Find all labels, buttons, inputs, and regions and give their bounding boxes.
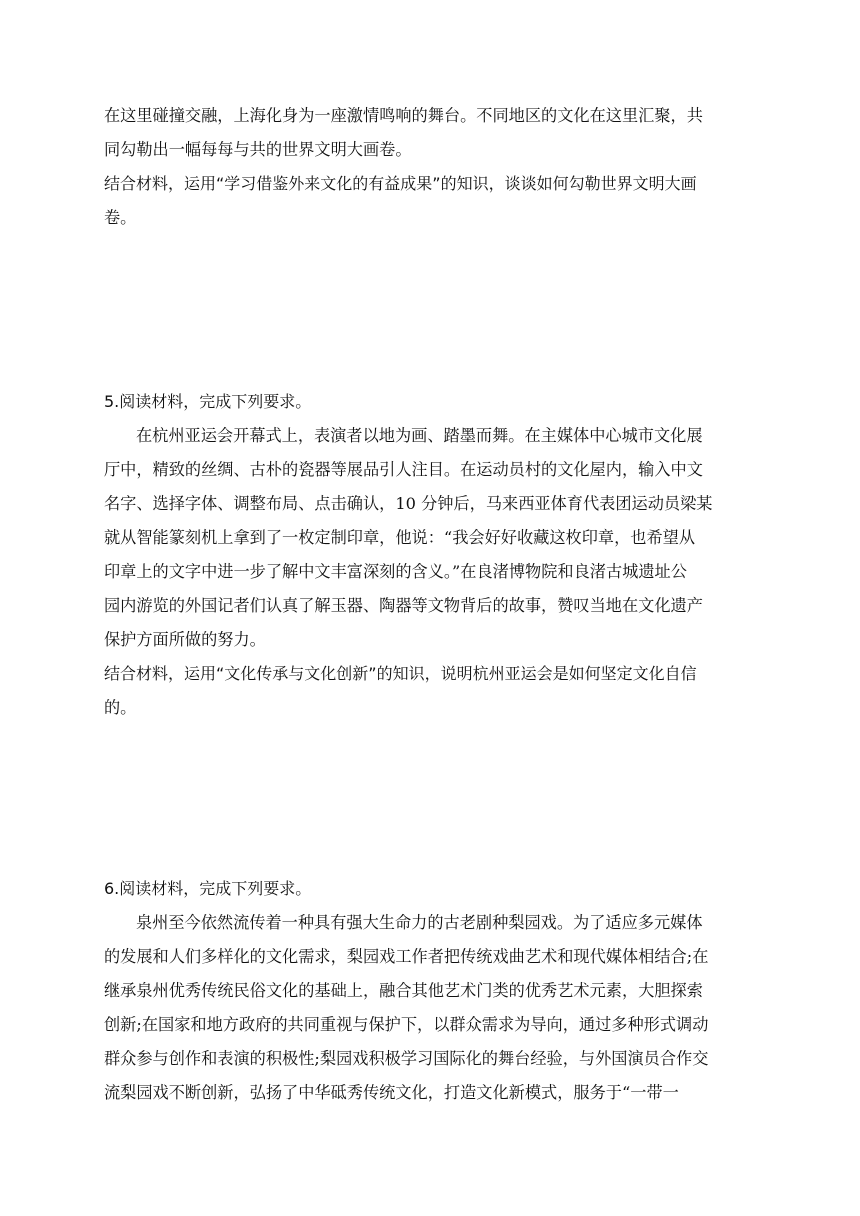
paragraph-line: 的发展和人们多样化的文化需求，梨园戏工作者把传统戏曲艺术和现代媒体相结合;在 xyxy=(104,947,709,966)
text-line: 的。 xyxy=(104,698,137,717)
paragraph-line: 继承泉州优秀传统民俗文化的基础上，融合其他艺术门类的优秀艺术元素，大胆探索 xyxy=(104,981,703,1000)
paragraph-line: 泉州至今依然流传着一种具有强大生命力的古老剧种梨园戏。为了适应多元媒体 xyxy=(136,913,703,932)
paragraph-line: 流梨园戏不断创新，弘扬了中华砥秀传统文化，打造文化新模式，服务于“一带一 xyxy=(104,1083,679,1102)
paragraph-line: 群众参与创作和表演的积极性;梨园戏积极学习国际化的舞台经验，与外国演员合作交 xyxy=(104,1049,709,1068)
text-line: 同勾勒出一幅每每与共的世界文明大画卷。 xyxy=(104,140,412,159)
paragraph-line: 在杭州亚运会开幕式上，表演者以地为画、踏墨而舞。在主媒体中心城市文化展 xyxy=(136,426,703,445)
paragraph-line: 名字、选择字体、调整布局、点击确认，10 分钟后，马来西亚体育代表团运动员梁某 xyxy=(104,494,713,513)
text-line: 在这里碰撞交融，上海化身为一座激情鸣响的舞台。不同地区的文化在这里汇聚，共 xyxy=(104,106,703,125)
paragraph-line: 园内游览的外国记者们认真了解玉器、陶器等文物背后的故事，赞叹当地在文化遗产 xyxy=(104,596,703,615)
paragraph-line: 保护方面所做的努力。 xyxy=(104,630,266,649)
paragraph-line: 厅中，精致的丝绸、古朴的瓷器等展品引人注目。在运动员村的文化屋内，输入中文 xyxy=(104,460,703,479)
paragraph-line: 就从智能篆刻机上拿到了一枚定制印章，他说：“我会好好收藏这枚印章，也希望从 xyxy=(104,528,696,547)
paragraph-line: 创新;在国家和地方政府的共同重视与保护下，以群众需求为导向，通过多种形式调动 xyxy=(104,1015,709,1034)
paragraph-line: 印章上的文字中进一步了解中文丰富深刻的含义。”在良渚博物院和良渚古城遗址公 xyxy=(104,562,687,581)
question-heading: 6.阅读材料，完成下列要求。 xyxy=(104,879,312,898)
question-prompt: 结合材料，运用“学习借鉴外来文化的有益成果”的知识，谈谈如何勾勒世界文明大画 xyxy=(104,174,697,193)
question-heading: 5.阅读材料，完成下列要求。 xyxy=(104,392,312,411)
text-line: 卷。 xyxy=(104,208,137,227)
question-prompt: 结合材料，运用“文化传承与文化创新”的知识，说明杭州亚运会是如何坚定文化自信 xyxy=(104,664,697,683)
